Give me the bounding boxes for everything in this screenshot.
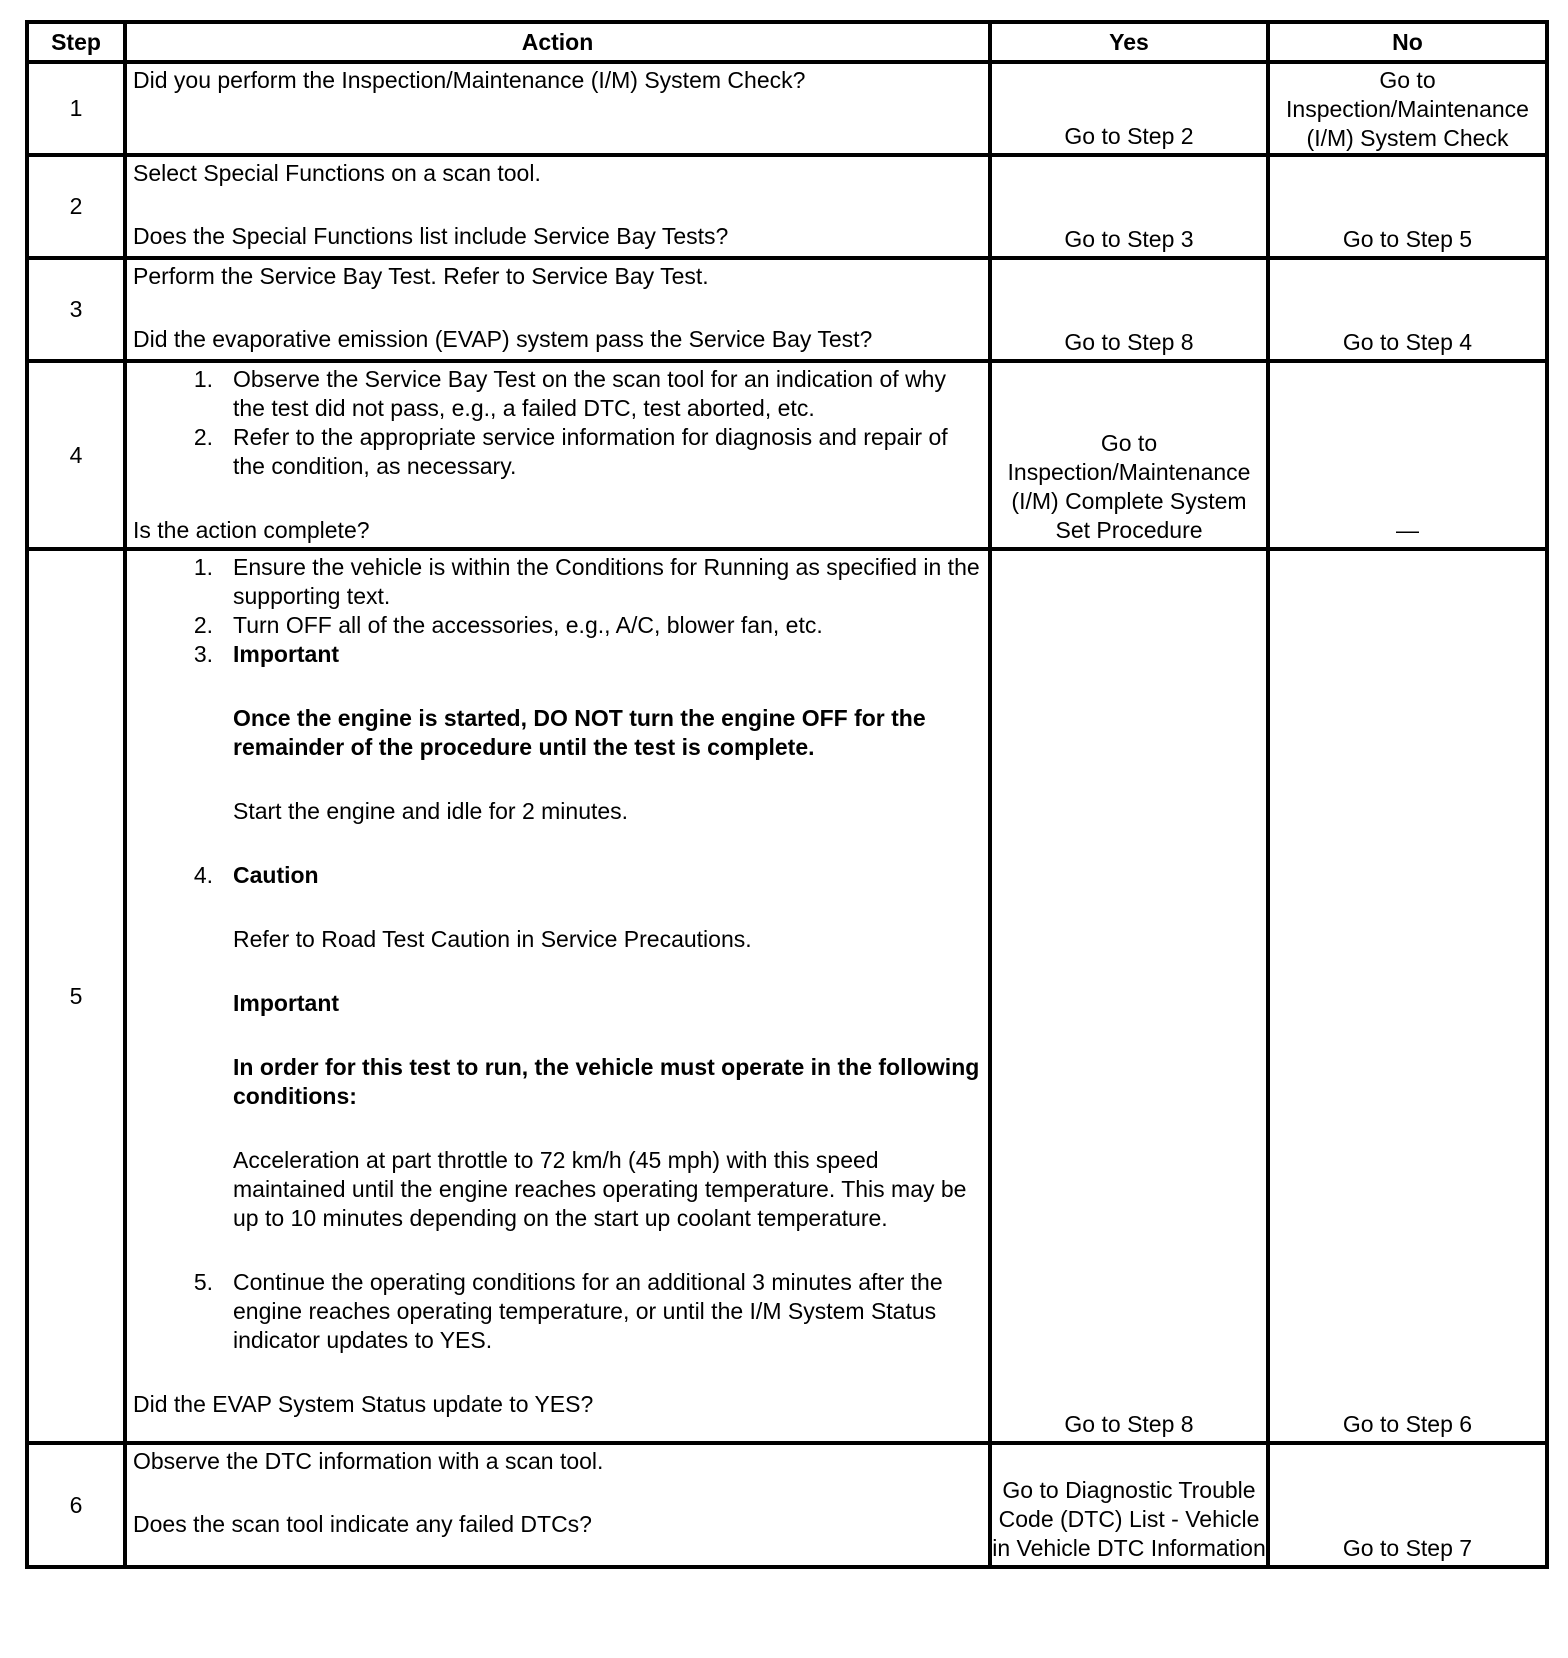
item-text: Observe the Service Bay Test on the scan tool for an indication of why the test did not pass, e.g., a failed DTC, test aborted, etc. — [233, 366, 946, 421]
item-number: 2. — [193, 424, 213, 450]
action-intro: Perform the Service Bay Test. Refer to Service Bay Test. — [133, 263, 709, 289]
no-cell: Go to Step 7 — [1268, 1443, 1547, 1567]
list-item — [133, 861, 982, 1268]
item-text: Refer to the appropriate service information for diagnosis and repair of the condition, as necessary. — [233, 424, 948, 479]
header-step: Step — [27, 22, 125, 62]
table-row — [27, 62, 1547, 155]
no-cell: Go to Step 6 — [1268, 549, 1547, 1443]
item-number: 5. — [193, 1269, 213, 1295]
step-number: 6 — [27, 1443, 125, 1567]
action-cell — [125, 1443, 990, 1567]
yes-cell: Go to Inspection/Maintenance (I/M) Complete System Set Procedure — [990, 361, 1268, 549]
no-cell: Go to Step 4 — [1268, 258, 1547, 361]
action-question: Does the scan tool indicate any failed DTCs? — [133, 1511, 592, 1537]
caution-text: Refer to Road Test Caution in Service Precautions. — [233, 926, 752, 952]
header-no: No — [1268, 22, 1547, 62]
step-number: 3 — [27, 258, 125, 361]
action-question: Does the Special Functions list include Service Bay Tests? — [133, 223, 729, 249]
yes-cell: Go to Step 2 — [990, 62, 1268, 155]
action-cell — [125, 155, 990, 258]
action-question: Is the action complete? — [133, 517, 370, 543]
no-action-dash: — — [1396, 517, 1419, 543]
item-number: 1. — [193, 554, 213, 580]
list-item — [133, 640, 982, 861]
action-question: Did you perform the Inspection/Maintenance (I/M) System Check? — [133, 67, 806, 93]
item-text: Continue the operating conditions for an additional 3 minutes after the engine reaches operating temperature, or until the I/M System Status indicator updates to YES. — [233, 1269, 943, 1353]
important-note: Once the engine is started, DO NOT turn the engine OFF for the remainder of the procedure until the test is complete. — [233, 705, 926, 760]
item-number: 1. — [193, 366, 213, 392]
table-row — [27, 549, 1547, 1443]
action-question: Did the evaporative emission (EVAP) system pass the Service Bay Test? — [133, 326, 873, 352]
action-cell — [125, 549, 990, 1443]
list-item — [133, 423, 982, 481]
action-cell — [125, 258, 990, 361]
caution-heading: Caution — [233, 862, 319, 888]
action-question: Did the EVAP System Status update to YES? — [133, 1391, 594, 1417]
table-row — [27, 155, 1547, 258]
header-yes: Yes — [990, 22, 1268, 62]
header-row — [27, 22, 1547, 62]
item-text: Ensure the vehicle is within the Conditions for Running as specified in the supporting text. — [233, 554, 980, 609]
list-item — [133, 365, 982, 423]
action-cell — [125, 62, 990, 155]
no-cell: Go to Step 5 — [1268, 155, 1547, 258]
item-number: 4. — [193, 862, 213, 888]
item-text: Start the engine and idle for 2 minutes. — [233, 798, 629, 824]
important-heading: Important — [233, 641, 340, 667]
item-text: Acceleration at part throttle to 72 km/h (45 mph) with this speed maintained until the engine reaches operating temperature. This may be up to 10 minutes depending on the start up coolant temperature. — [233, 1147, 967, 1231]
step-number: 4 — [27, 361, 125, 549]
procedure-list — [133, 553, 982, 1355]
no-cell — [1268, 361, 1547, 549]
header-action: Action — [125, 22, 990, 62]
item-text: Turn OFF all of the accessories, e.g., A/C, blower fan, etc. — [233, 612, 823, 638]
action-intro: Observe the DTC information with a scan tool. — [133, 1448, 604, 1474]
item-number: 2. — [193, 612, 213, 638]
item-number: 3. — [193, 641, 213, 667]
action-cell — [125, 361, 990, 549]
step-number: 2 — [27, 155, 125, 258]
yes-cell: Go to Step 3 — [990, 155, 1268, 258]
yes-cell: Go to Step 8 — [990, 258, 1268, 361]
procedure-list — [133, 365, 982, 481]
table-row — [27, 1443, 1547, 1567]
step-number: 1 — [27, 62, 125, 155]
yes-cell: Go to Diagnostic Trouble Code (DTC) List - Vehicle in Vehicle DTC Information — [990, 1443, 1268, 1567]
important-note: In order for this test to run, the vehicle must operate in the following conditions: — [233, 1054, 980, 1109]
table-row — [27, 258, 1547, 361]
no-cell: Go to Inspection/Maintenance (I/M) System Check — [1268, 62, 1547, 155]
list-item — [133, 1268, 982, 1355]
step-number: 5 — [27, 549, 125, 1443]
yes-cell: Go to Step 8 — [990, 549, 1268, 1443]
table-row — [27, 361, 1547, 549]
list-item — [133, 611, 982, 640]
diagnostic-table — [25, 20, 1549, 1569]
list-item — [133, 553, 982, 611]
important-heading: Important — [233, 990, 340, 1016]
action-intro: Select Special Functions on a scan tool. — [133, 160, 541, 186]
